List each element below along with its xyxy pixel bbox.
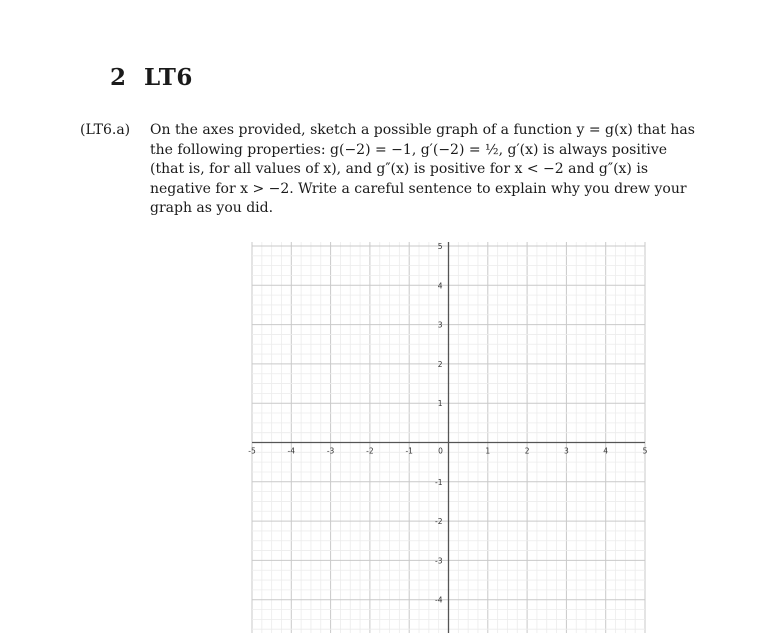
problem-text <box>150 121 750 219</box>
problem-line: graph as you did. <box>150 200 274 216</box>
x-tick-label: 2 <box>524 446 530 456</box>
x-tick-label: 4 <box>603 446 609 456</box>
y-tick-label: -1 <box>435 477 443 487</box>
problem-line: (that is, for all values of x), and g″(x) is positive for x < −2 and g″(x) is <box>150 161 648 177</box>
y-tick-label: 3 <box>437 320 443 330</box>
coordinate-grid[interactable] <box>246 242 656 633</box>
y-tick-label: -2 <box>435 517 443 527</box>
problem-label: (LT6.a) <box>80 122 131 138</box>
y-tick-label: 4 <box>437 281 443 291</box>
problem-line: the following properties: g(−2) = −1, g′(−2) = ½, g′(x) is always positive <box>150 141 668 158</box>
y-tick-label: -4 <box>435 595 443 605</box>
problem-block <box>80 121 750 219</box>
problem-line: On the axes provided, sketch a possible graph of a function y = g(x) that has <box>150 122 695 138</box>
x-tick-label: -2 <box>366 446 374 456</box>
x-tick-label: 5 <box>642 446 648 456</box>
problem-line: negative for x > −2. Write a careful sentence to explain why you drew your <box>150 180 687 197</box>
x-tick-label: -4 <box>287 446 296 456</box>
x-tick-label: 1 <box>485 446 491 456</box>
graph-area[interactable] <box>246 242 656 637</box>
y-tick-label: 1 <box>437 399 443 409</box>
y-tick-label: -3 <box>435 556 443 566</box>
section-heading <box>110 64 193 91</box>
x-tick-label: 0 <box>438 446 443 456</box>
x-tick-label: -3 <box>326 446 335 456</box>
x-tick-label: -1 <box>405 446 413 456</box>
x-tick-label: -5 <box>248 446 256 456</box>
section-number: 2 <box>110 64 127 91</box>
y-tick-label: 2 <box>437 359 443 369</box>
section-title: LT6 <box>144 64 193 91</box>
y-tick-label: 5 <box>437 242 443 251</box>
x-tick-label: 3 <box>564 446 569 456</box>
